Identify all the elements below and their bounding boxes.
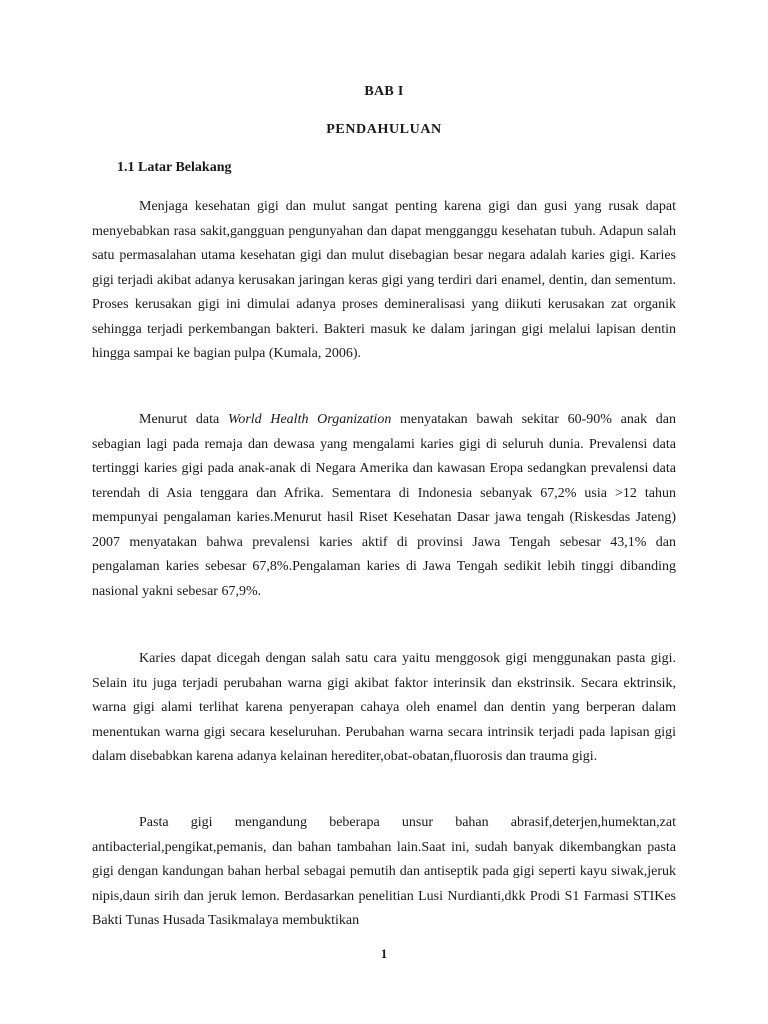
paragraph-3: Karies dapat dicegah dengan salah satu cara yaitu menggosok gigi menggunakan pasta gigi. Selain itu juga terjadi perubahan warna gigi akibat faktor interinsik dan ekstrinsik. Secara ektrinsik, warna gigi alami terlihat karena penyerapan cahaya oleh enamel dan dentin yang berperan dalam menentukan warna gigi secara keseluruhan. Perubahan warna secara intrinsik terjadi pada lapisan gigi dalam disebabkan karena adanya kelainan herediter,obat-obatan,fluorosis dan trauma gigi. xyxy=(92,651,676,764)
paragraph-2-lead: Menurut data xyxy=(139,412,228,427)
paragraph-4: Pasta gigi mengandung beberapa unsur bahan abrasif,deterjen,humektan,zat antibacterial,pengikat,pemanis, dan bahan tambahan lain.Saat ini, sudah banyak dikembangkan pasta gigi dengan kandungan bahan herbal sebagai pemutih dan antiseptik pada gigi seperti kayu siwak,jeruk nipis,daun sirih dan jeruk lemon. Berdasarkan penelitian Lusi Nurdianti,dkk Prodi S1 Farmasi STIKes Bakti Tunas Husada Tasikmalaya membuktikan xyxy=(92,815,676,928)
organization-name: World Health Organization xyxy=(227,412,392,427)
chapter-title: PENDAHULUAN xyxy=(326,122,442,137)
section-heading: 1.1 Latar Belakang xyxy=(117,160,232,175)
paragraph-1: Menjaga kesehatan gigi dan mulut sangat penting karena gigi dan gusi yang rusak dapat menyebabkan rasa sakit,gangguan pengunyahan dan dapat mengganggu kesehatan tubuh. Adapun salah satu permasalahan utama kesehatan gigi dan mulut disebagian besar negara adalah karies gigi. Karies gigi terjadi akibat adanya kerusakan jaringan keras gigi yang terdiri dari enamel, dentin, dan sementum. Proses kerusakan gigi ini dimulai adanya proses demineralisasi yang diikuti kerusakan zat organik sehingga terjadi perkembangan bakteri. Bakteri masuk ke dalam jaringan gigi melalui lapisan dentin hingga sampai ke bagian pulpa (Kumala, 2006). xyxy=(92,199,676,361)
chapter-heading: BAB I xyxy=(364,84,404,99)
paragraph-2 xyxy=(92,408,676,604)
page-number: 1 xyxy=(380,946,388,961)
paragraph-2-body: menyatakan bawah sekitar 60-90% anak dan sebagian lagi pada remaja dan dewasa yang mengalami karies gigi di seluruh dunia. Prevalensi data tertinggi karies gigi pada anak-anak di Negara Amerika dan kawasan Eropa sedangkan prevalensi data terendah di Asia tenggara dan Afrika. Sementara di Indonesia sebanyak 67,2% usia >12 tahun mempunyai pengalaman karies.Menurut hasil Riset Kesehatan Dasar jawa tengah (Riskesdas Jateng) 2007 menyatakan bahwa prevalensi karies aktif di provinsi Jawa Tengah sebesar 43,1% dan pengalaman karies sebesar 67,8%.Pengalaman karies di Jawa Tengah sedikit lebih tinggi dibanding nasional yakni sebesar 67,9%. xyxy=(92,412,676,599)
